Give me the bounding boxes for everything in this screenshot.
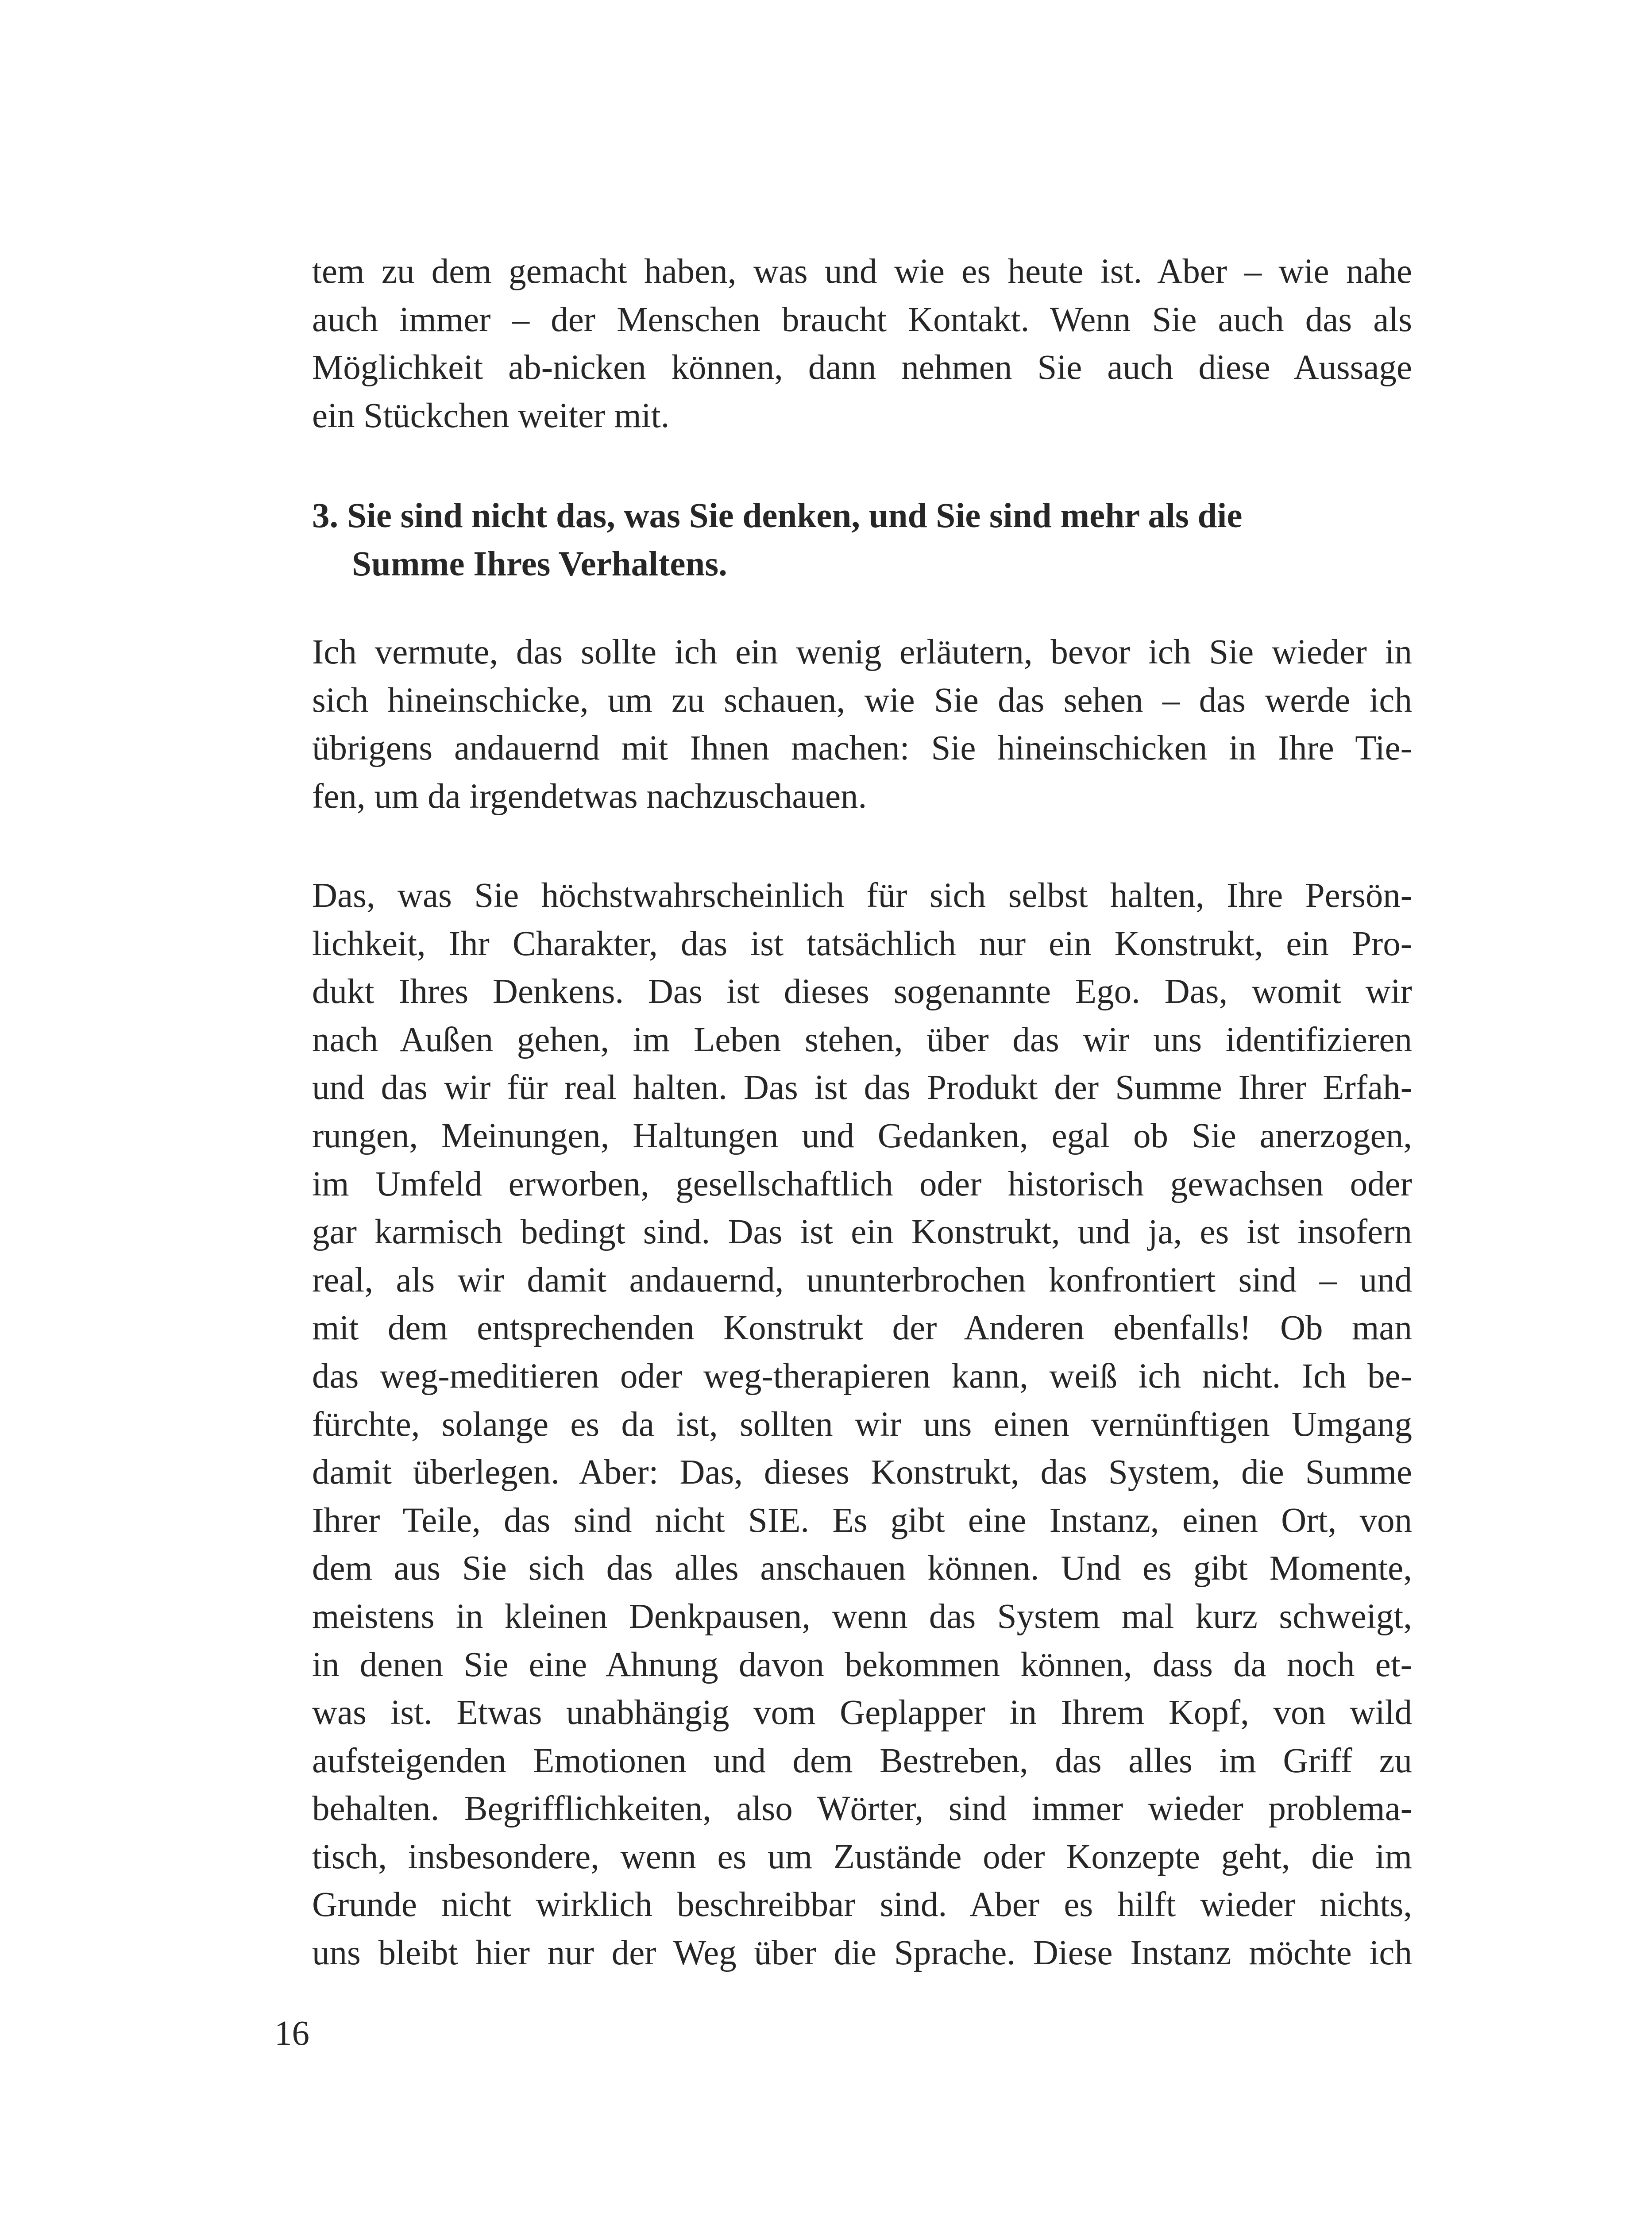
paragraph-main (312, 872, 1412, 1978)
text-line: dem aus Sie sich das alles anschauen können. Und es gibt Momente, (312, 1549, 1412, 1588)
text-line: tisch, insbesondere, wenn es um Zustände oder Konzepte geht, die im (312, 1837, 1412, 1876)
text-line: was ist. Etwas unabhängig vom Geplapper in Ihrem Kopf, von wild (312, 1693, 1412, 1732)
text-line: mit dem entsprechenden Konstrukt der Anderen ebenfalls! Ob man (312, 1309, 1412, 1348)
heading-line: 3. Sie sind nicht das, was Sie denken, und Sie sind mehr als die (312, 497, 1243, 535)
text-line: rungen, Meinungen, Haltungen und Gedanken, egal ob Sie anerzogen, (312, 1116, 1412, 1155)
text-line: lichkeit, Ihr Charakter, das ist tatsächlich nur ein Konstrukt, ein Pro- (312, 924, 1412, 963)
text-line: fürchte, solange es da ist, sollten wir uns einen vernünftigen Umgang (312, 1405, 1412, 1444)
text-line: Möglichkeit ab-nicken können, dann nehmen Sie auch diese Aussage (312, 348, 1412, 387)
paragraph-continuation (312, 248, 1412, 440)
text-line: uns bleibt hier nur der Weg über die Sprache. Diese Instanz möchte ich (312, 1934, 1412, 1973)
text-line: behalten. Begrifflichkeiten, also Wörter, sind immer wieder problema- (312, 1789, 1412, 1828)
section-heading (312, 491, 1412, 587)
text-line: nach Außen gehen, im Leben stehen, über das wir uns identifizieren (312, 1020, 1412, 1059)
text-line: in denen Sie eine Ahnung davon bekommen können, dass da noch et- (312, 1645, 1412, 1684)
text-line: tem zu dem gemacht haben, was und wie es heute ist. Aber – wie nahe (312, 252, 1412, 291)
paragraph-intro (312, 628, 1412, 821)
heading-line: Summe Ihres Verhaltens. (352, 544, 727, 583)
text-line: dukt Ihres Denkens. Das ist dieses sogenannte Ego. Das, womit wir (312, 972, 1412, 1011)
text-line: meistens in kleinen Denkpausen, wenn das System mal kurz schweigt, (312, 1597, 1412, 1636)
text-line: und das wir für real halten. Das ist das Produkt der Summe Ihrer Erfah- (312, 1068, 1412, 1107)
page-number: 16 (274, 2014, 309, 2053)
text-line: im Umfeld erworben, gesellschaftlich oder historisch gewachsen oder (312, 1164, 1412, 1203)
text-line: ein Stückchen weiter mit. (312, 396, 670, 435)
text-line: übrigens andauernd mit Ihnen machen: Sie hineinschicken in Ihre Tie- (312, 729, 1412, 768)
text-line: Das, was Sie höchstwahrscheinlich für sich selbst halten, Ihre Persön- (312, 876, 1412, 915)
text-line: das weg-meditieren oder weg-therapieren kann, weiß ich nicht. Ich be- (312, 1357, 1412, 1396)
text-line: real, als wir damit andauernd, ununterbrochen konfrontiert sind – und (312, 1261, 1412, 1299)
text-line: damit überlegen. Aber: Das, dieses Konstrukt, das System, die Summe (312, 1453, 1412, 1492)
text-line: Grunde nicht wirklich beschreibbar sind. Aber es hilft wieder nichts, (312, 1885, 1412, 1924)
text-line: aufsteigenden Emotionen und dem Bestreben, das alles im Griff zu (312, 1741, 1412, 1780)
text-line: sich hineinschicke, um zu schauen, wie Sie das sehen – das werde ich (312, 681, 1412, 720)
text-line: Ich vermute, das sollte ich ein wenig erläutern, bevor ich Sie wieder in (312, 633, 1412, 671)
text-line: gar karmisch bedingt sind. Das ist ein Konstrukt, und ja, es ist insofern (312, 1213, 1412, 1252)
text-line: fen, um da irgendetwas nachzuschauen. (312, 777, 867, 816)
text-line: auch immer – der Menschen braucht Kontakt. Wenn Sie auch das als (312, 300, 1412, 339)
text-line: Ihrer Teile, das sind nicht SIE. Es gibt eine Instanz, einen Ort, von (312, 1501, 1412, 1540)
